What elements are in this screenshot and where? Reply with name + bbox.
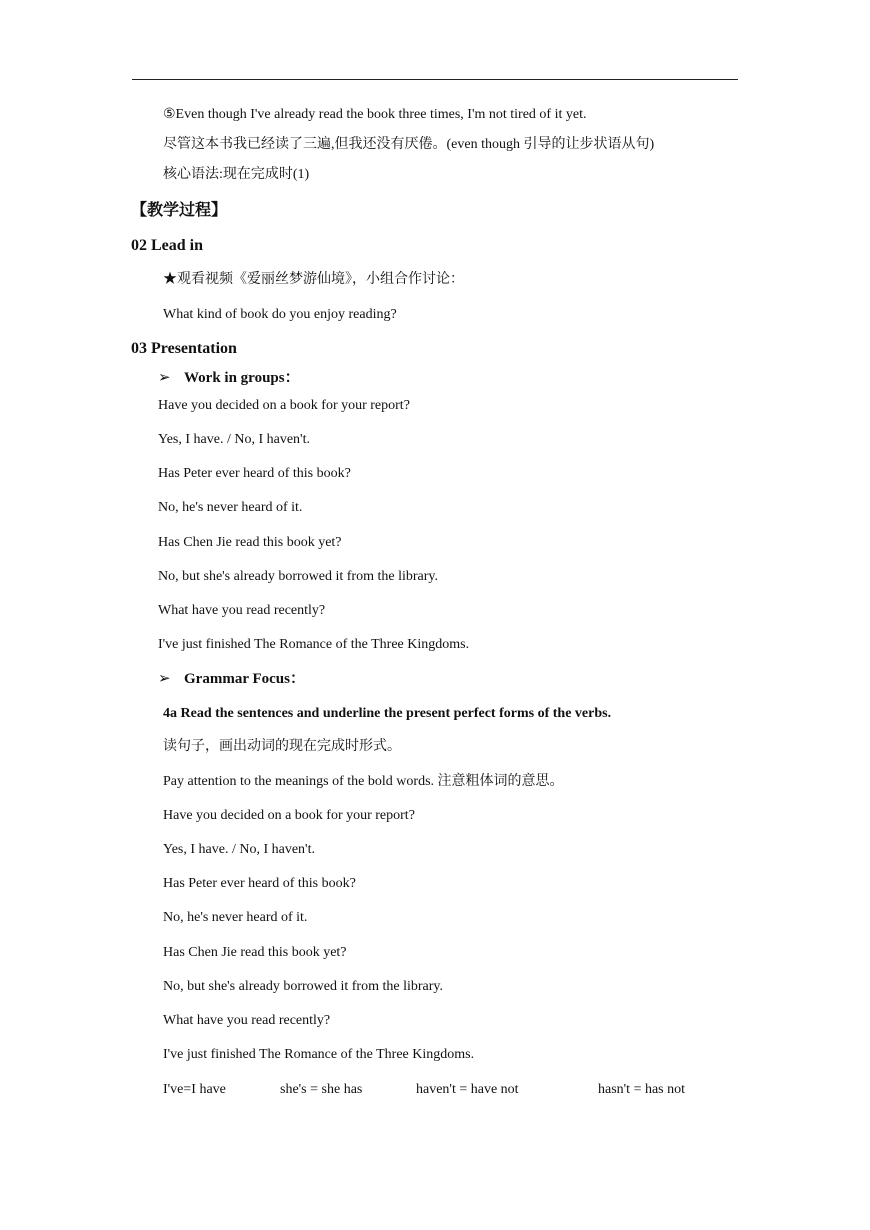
work-in-groups-heading [158, 368, 300, 388]
core-grammar: 核心语法:现在完成时(1) [163, 167, 310, 182]
grammar-focus-heading [158, 669, 305, 689]
list-item: Has Chen Jie read this book yet? [158, 535, 342, 550]
header-rule [132, 79, 738, 80]
list-item: No, he's never heard of it. [163, 910, 308, 925]
list-item: No, but she's already borrowed it from the library. [158, 569, 438, 584]
list-item: Yes, I have. / No, I haven't. [158, 432, 310, 447]
lead-in-heading: 02 Lead in [131, 237, 204, 254]
list-item: I've just finished The Romance of the Three Kingdoms. [163, 1047, 475, 1062]
arrow-icon: ➢ [158, 671, 171, 687]
list-item: Has Peter ever heard of this book? [158, 466, 351, 481]
abbreviation-item: haven't = have not [416, 1082, 519, 1097]
grammar-instruction-zh: 读句子，画出动词的现在完成时形式。 [163, 739, 401, 754]
grammar-attention: Pay attention to the meanings of the bold words. 注意粗体词的意思。 [163, 774, 564, 789]
intro-sentence-en: ⑤Even though I've already read the book three times, I'm not tired of it yet. [163, 107, 587, 122]
list-item: No, he's never heard of it. [158, 500, 303, 515]
presentation-heading: 03 Presentation [131, 340, 237, 357]
list-item: Have you decided on a book for your report? [158, 398, 410, 413]
list-item: What have you read recently? [158, 603, 326, 618]
lead-in-task: ★观看视频《爱丽丝梦游仙境》，小组合作讨论： [163, 272, 464, 287]
list-item: Has Chen Jie read this book yet? [163, 945, 347, 960]
arrow-icon: ➢ [158, 370, 171, 386]
list-item: Yes, I have. / No, I haven't. [163, 842, 315, 857]
abbreviation-item: I've=I have [163, 1082, 226, 1097]
process-heading: 【教学过程】 [131, 202, 228, 219]
grammar-instruction-en: 4a Read the sentences and underline the present perfect forms of the verbs. [163, 706, 612, 721]
work-in-groups-title: Work in groups： [184, 370, 300, 386]
list-item: Have you decided on a book for your report? [163, 808, 415, 823]
list-item: No, but she's already borrowed it from the library. [163, 979, 443, 994]
abbreviation-item: hasn't = has not [598, 1082, 686, 1097]
lead-in-question: What kind of book do you enjoy reading? [163, 307, 397, 322]
abbreviation-item: she's = she has [280, 1082, 363, 1097]
grammar-focus-title: Grammar Focus： [184, 671, 305, 687]
list-item: I've just finished The Romance of the Three Kingdoms. [158, 637, 470, 652]
list-item: Has Peter ever heard of this book? [163, 876, 356, 891]
intro-sentence-zh: 尽管这本书我已经读了三遍,但我还没有厌倦。(even though 引导的让步状语从句) [163, 137, 655, 152]
list-item: What have you read recently? [163, 1013, 331, 1028]
